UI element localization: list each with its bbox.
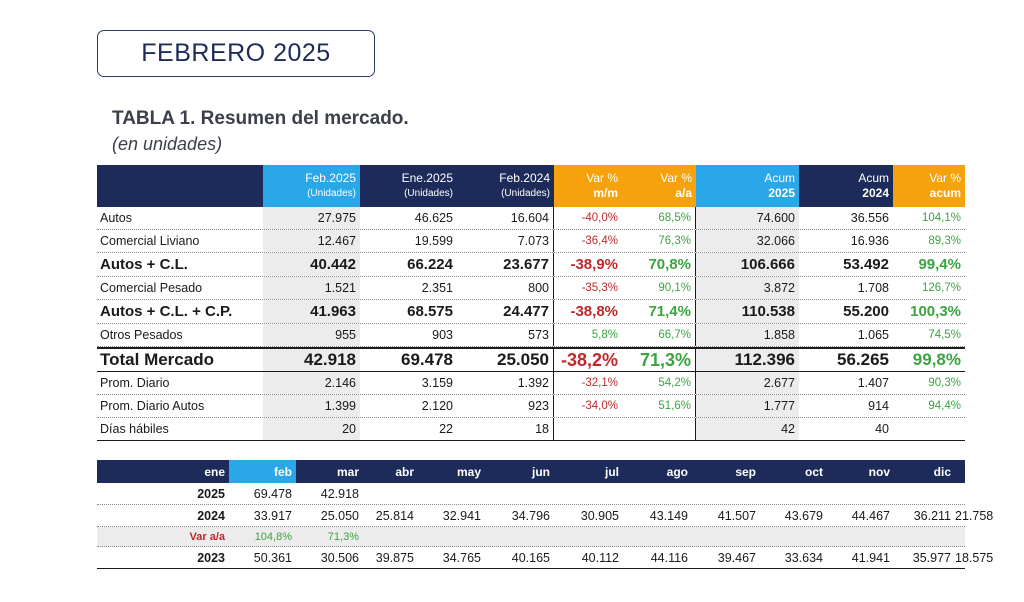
value-cell: 800: [457, 277, 554, 299]
value-cell: -38,2%: [560, 349, 618, 370]
value-cell: 69.478: [401, 350, 453, 369]
value-cell: 19.599: [414, 234, 453, 248]
value-cell: 21.758: [955, 508, 994, 523]
month-header-oct: oct: [805, 464, 823, 479]
value-cell: 30.905: [580, 508, 619, 523]
row-label: 2023: [197, 550, 225, 565]
header-feb2024: Feb.2024 (Unidades): [499, 171, 550, 199]
row-label: Otros Pesados: [100, 328, 183, 342]
table-row: [97, 300, 965, 324]
value-cell: 66,7%: [622, 324, 696, 346]
header-var-acum: Var % acum: [893, 165, 965, 207]
value-cell: 70,8%: [622, 253, 696, 276]
value-cell: [363, 527, 418, 546]
value-cell: 41.963: [263, 300, 360, 323]
value-cell: 36.211: [913, 508, 951, 523]
value-cell: [760, 527, 827, 546]
value-cell: 39.875: [375, 550, 414, 565]
value-cell: 24.477: [457, 300, 554, 323]
value-cell: 40: [875, 422, 889, 436]
month-header-jul: jul: [605, 464, 619, 479]
value-cell: 7.073: [457, 230, 554, 252]
value-cell: 573: [457, 324, 554, 346]
value-cell: 1.858: [696, 324, 799, 346]
month-header-ene: ene: [204, 464, 225, 479]
monthly-body: [97, 483, 994, 569]
value-cell: 71,3%: [622, 349, 696, 371]
value-cell: 51,6%: [622, 395, 696, 417]
monthly-header-row: [97, 460, 965, 483]
value-cell: 55.200: [843, 303, 889, 320]
row-label: Días hábiles: [100, 422, 169, 436]
month-header-feb: feb: [229, 460, 296, 483]
value-cell: 71,3%: [327, 530, 359, 543]
table-row: [97, 253, 965, 277]
value-cell: 903: [432, 328, 453, 342]
value-cell: 923: [457, 395, 554, 417]
row-spacer: [97, 505, 141, 526]
value-cell: 44.467: [851, 508, 890, 523]
value-cell: 1.392: [457, 372, 554, 394]
value-cell: 53.492: [843, 256, 889, 273]
table-row: [97, 418, 965, 441]
value-cell: 30.506: [320, 550, 359, 565]
value-cell: [622, 418, 696, 440]
summary-header-row: [97, 165, 965, 207]
value-cell: 106.666: [696, 253, 799, 276]
header-var-mm: Var % m/m: [554, 165, 622, 207]
row-label: Prom. Diario: [100, 376, 170, 390]
row-label: 2024: [197, 508, 225, 523]
value-cell: [692, 527, 760, 546]
row-label: Comercial Pesado: [100, 281, 203, 295]
row-spacer: [97, 547, 141, 568]
value-cell: 35.977: [912, 550, 951, 565]
value-cell: [827, 483, 894, 504]
row-label: Prom. Diario Autos: [100, 399, 205, 413]
value-cell: -32,1%: [581, 377, 618, 389]
value-cell: 74.600: [696, 207, 799, 229]
value-cell: [692, 483, 760, 504]
table-subtitle: (en unidades): [112, 134, 223, 154]
value-cell: 104,8%: [254, 530, 292, 543]
value-cell: 1.708: [857, 281, 889, 295]
header-acum2025: Acum 2025: [696, 165, 799, 207]
value-cell: 1.521: [263, 277, 360, 299]
value-cell: 43.679: [784, 508, 823, 523]
row-label: Autos + C.L.: [100, 256, 188, 273]
value-cell: 16.936: [850, 234, 889, 248]
table-row: [97, 230, 965, 253]
row-label: 2025: [197, 486, 225, 501]
value-cell: 2.146: [263, 372, 360, 394]
market-summary-table: [97, 165, 965, 441]
value-cell: 33.634: [784, 550, 823, 565]
value-cell: 2.351: [421, 281, 453, 295]
value-cell: 32.941: [442, 508, 481, 523]
value-cell: 3.159: [421, 376, 453, 390]
value-cell: 40.112: [581, 550, 619, 565]
header-ene2025: Ene.2025 (Unidades): [401, 171, 453, 199]
value-cell: [554, 483, 623, 504]
value-cell: 1.065: [857, 328, 889, 342]
summary-body: [97, 207, 965, 441]
value-cell: 43.149: [649, 508, 688, 523]
value-cell: 36.556: [850, 211, 889, 225]
value-cell: 46.625: [414, 211, 453, 225]
header-empty-cell: [97, 165, 263, 207]
row-spacer: [97, 527, 141, 546]
value-cell: 74,5%: [928, 329, 961, 341]
table-title: TABLA 1. Resumen del mercado.: [112, 108, 409, 129]
value-cell: 40.165: [511, 550, 550, 565]
value-cell: 12.467: [263, 230, 360, 252]
row-spacer: [97, 483, 141, 504]
value-cell: 44.116: [650, 550, 688, 565]
month-header-jun: jun: [532, 464, 550, 479]
table-row: [97, 207, 965, 230]
value-cell: 955: [263, 324, 360, 346]
header-var-aa: Var % a/a: [622, 165, 696, 207]
value-cell: [894, 527, 955, 546]
value-cell: 40.442: [263, 253, 360, 276]
value-cell: [955, 483, 959, 504]
value-cell: [485, 527, 554, 546]
value-cell: 42.918: [320, 486, 359, 501]
value-cell: [418, 527, 485, 546]
value-cell: 99,4%: [918, 256, 961, 273]
month-header-nov: nov: [868, 464, 890, 479]
value-cell: 16.604: [457, 207, 554, 229]
value-cell: 76,3%: [622, 230, 696, 252]
value-cell: 18.575: [955, 550, 994, 565]
row-label: Autos: [100, 211, 132, 225]
period-badge: FEBRERO 2025: [97, 30, 375, 77]
value-cell: 54,2%: [622, 372, 696, 394]
value-cell: 18: [457, 418, 554, 440]
value-cell: 99,8%: [912, 350, 961, 369]
value-cell: 89,3%: [928, 235, 961, 247]
value-cell: 90,3%: [928, 377, 961, 389]
value-cell: 112.396: [696, 349, 799, 371]
value-cell: 42: [696, 418, 799, 440]
value-cell: 50.361: [253, 550, 292, 565]
value-cell: 32.066: [696, 230, 799, 252]
value-cell: 23.677: [457, 253, 554, 276]
value-cell: -40,0%: [581, 212, 618, 224]
value-cell: [760, 483, 827, 504]
table-row: [97, 372, 965, 395]
table-row: [97, 324, 965, 347]
value-cell: [894, 483, 955, 504]
table-row: [97, 483, 965, 505]
value-cell: 39.467: [717, 550, 756, 565]
month-header-dic: dic: [933, 464, 951, 479]
month-header-sep: sep: [735, 464, 756, 479]
value-cell: -38,9%: [570, 256, 618, 273]
value-cell: 68,5%: [622, 207, 696, 229]
value-cell: 25.050: [457, 349, 554, 371]
value-cell: [827, 527, 894, 546]
value-cell: -35,3%: [581, 282, 618, 294]
value-cell: 1.777: [696, 395, 799, 417]
value-cell: 104,1%: [921, 212, 961, 224]
value-cell: 5,8%: [591, 329, 618, 341]
header-feb2025: Feb.2025 (Unidades): [263, 165, 360, 207]
value-cell: 27.975: [263, 207, 360, 229]
table-row: [97, 395, 965, 418]
value-cell: 34.796: [511, 508, 550, 523]
value-cell: 71,4%: [622, 300, 696, 323]
monthly-table: [97, 460, 994, 569]
table-row: [97, 505, 994, 527]
row-label: Total Mercado: [100, 350, 214, 369]
value-cell: 69.478: [253, 486, 292, 501]
value-cell: 90,1%: [622, 277, 696, 299]
value-cell: -34,0%: [581, 400, 618, 412]
value-cell: [893, 418, 965, 440]
month-header-may: may: [456, 464, 481, 479]
month-header-spacer: [97, 460, 141, 483]
value-cell: 22: [439, 422, 453, 436]
month-header-ago: ago: [666, 464, 688, 479]
table-row: [97, 527, 965, 547]
value-cell: [623, 527, 692, 546]
value-cell: 914: [868, 399, 889, 413]
value-cell: 2.120: [421, 399, 453, 413]
value-cell: 68.575: [407, 303, 453, 320]
value-cell: 126,7%: [921, 282, 961, 294]
value-cell: 100,3%: [910, 303, 961, 320]
value-cell: 20: [263, 418, 360, 440]
value-cell: [418, 483, 485, 504]
month-header-abr: abr: [395, 464, 414, 479]
value-cell: 1.399: [263, 395, 360, 417]
value-cell: [554, 418, 622, 440]
value-cell: [554, 527, 623, 546]
value-cell: [623, 483, 692, 504]
value-cell: -38,8%: [570, 303, 618, 320]
value-cell: -36,4%: [581, 235, 618, 247]
value-cell: 94,4%: [928, 400, 961, 412]
row-label: Autos + C.L. + C.P.: [100, 303, 233, 320]
value-cell: 41.941: [851, 550, 890, 565]
table-row: [97, 547, 994, 569]
value-cell: 33.917: [253, 508, 292, 523]
value-cell: 110.538: [696, 300, 799, 323]
value-cell: 66.224: [407, 256, 453, 273]
value-cell: 34.765: [442, 550, 481, 565]
value-cell: 1.407: [857, 376, 889, 390]
value-cell: 42.918: [263, 349, 360, 371]
value-cell: [363, 483, 418, 504]
value-cell: 3.872: [696, 277, 799, 299]
value-cell: 25.814: [375, 508, 414, 523]
value-cell: 41.507: [717, 508, 756, 523]
row-label: Comercial Liviano: [100, 234, 200, 248]
value-cell: 2.677: [696, 372, 799, 394]
header-acum2024: Acum 2024: [858, 171, 889, 200]
value-cell: 25.050: [320, 508, 359, 523]
month-header-mar: mar: [336, 464, 359, 479]
value-cell: 56.265: [837, 350, 889, 369]
row-label: Var a/a: [189, 530, 225, 543]
value-cell: [485, 483, 554, 504]
value-cell: [955, 527, 959, 546]
table-row: [97, 347, 965, 372]
table-row: [97, 277, 965, 300]
